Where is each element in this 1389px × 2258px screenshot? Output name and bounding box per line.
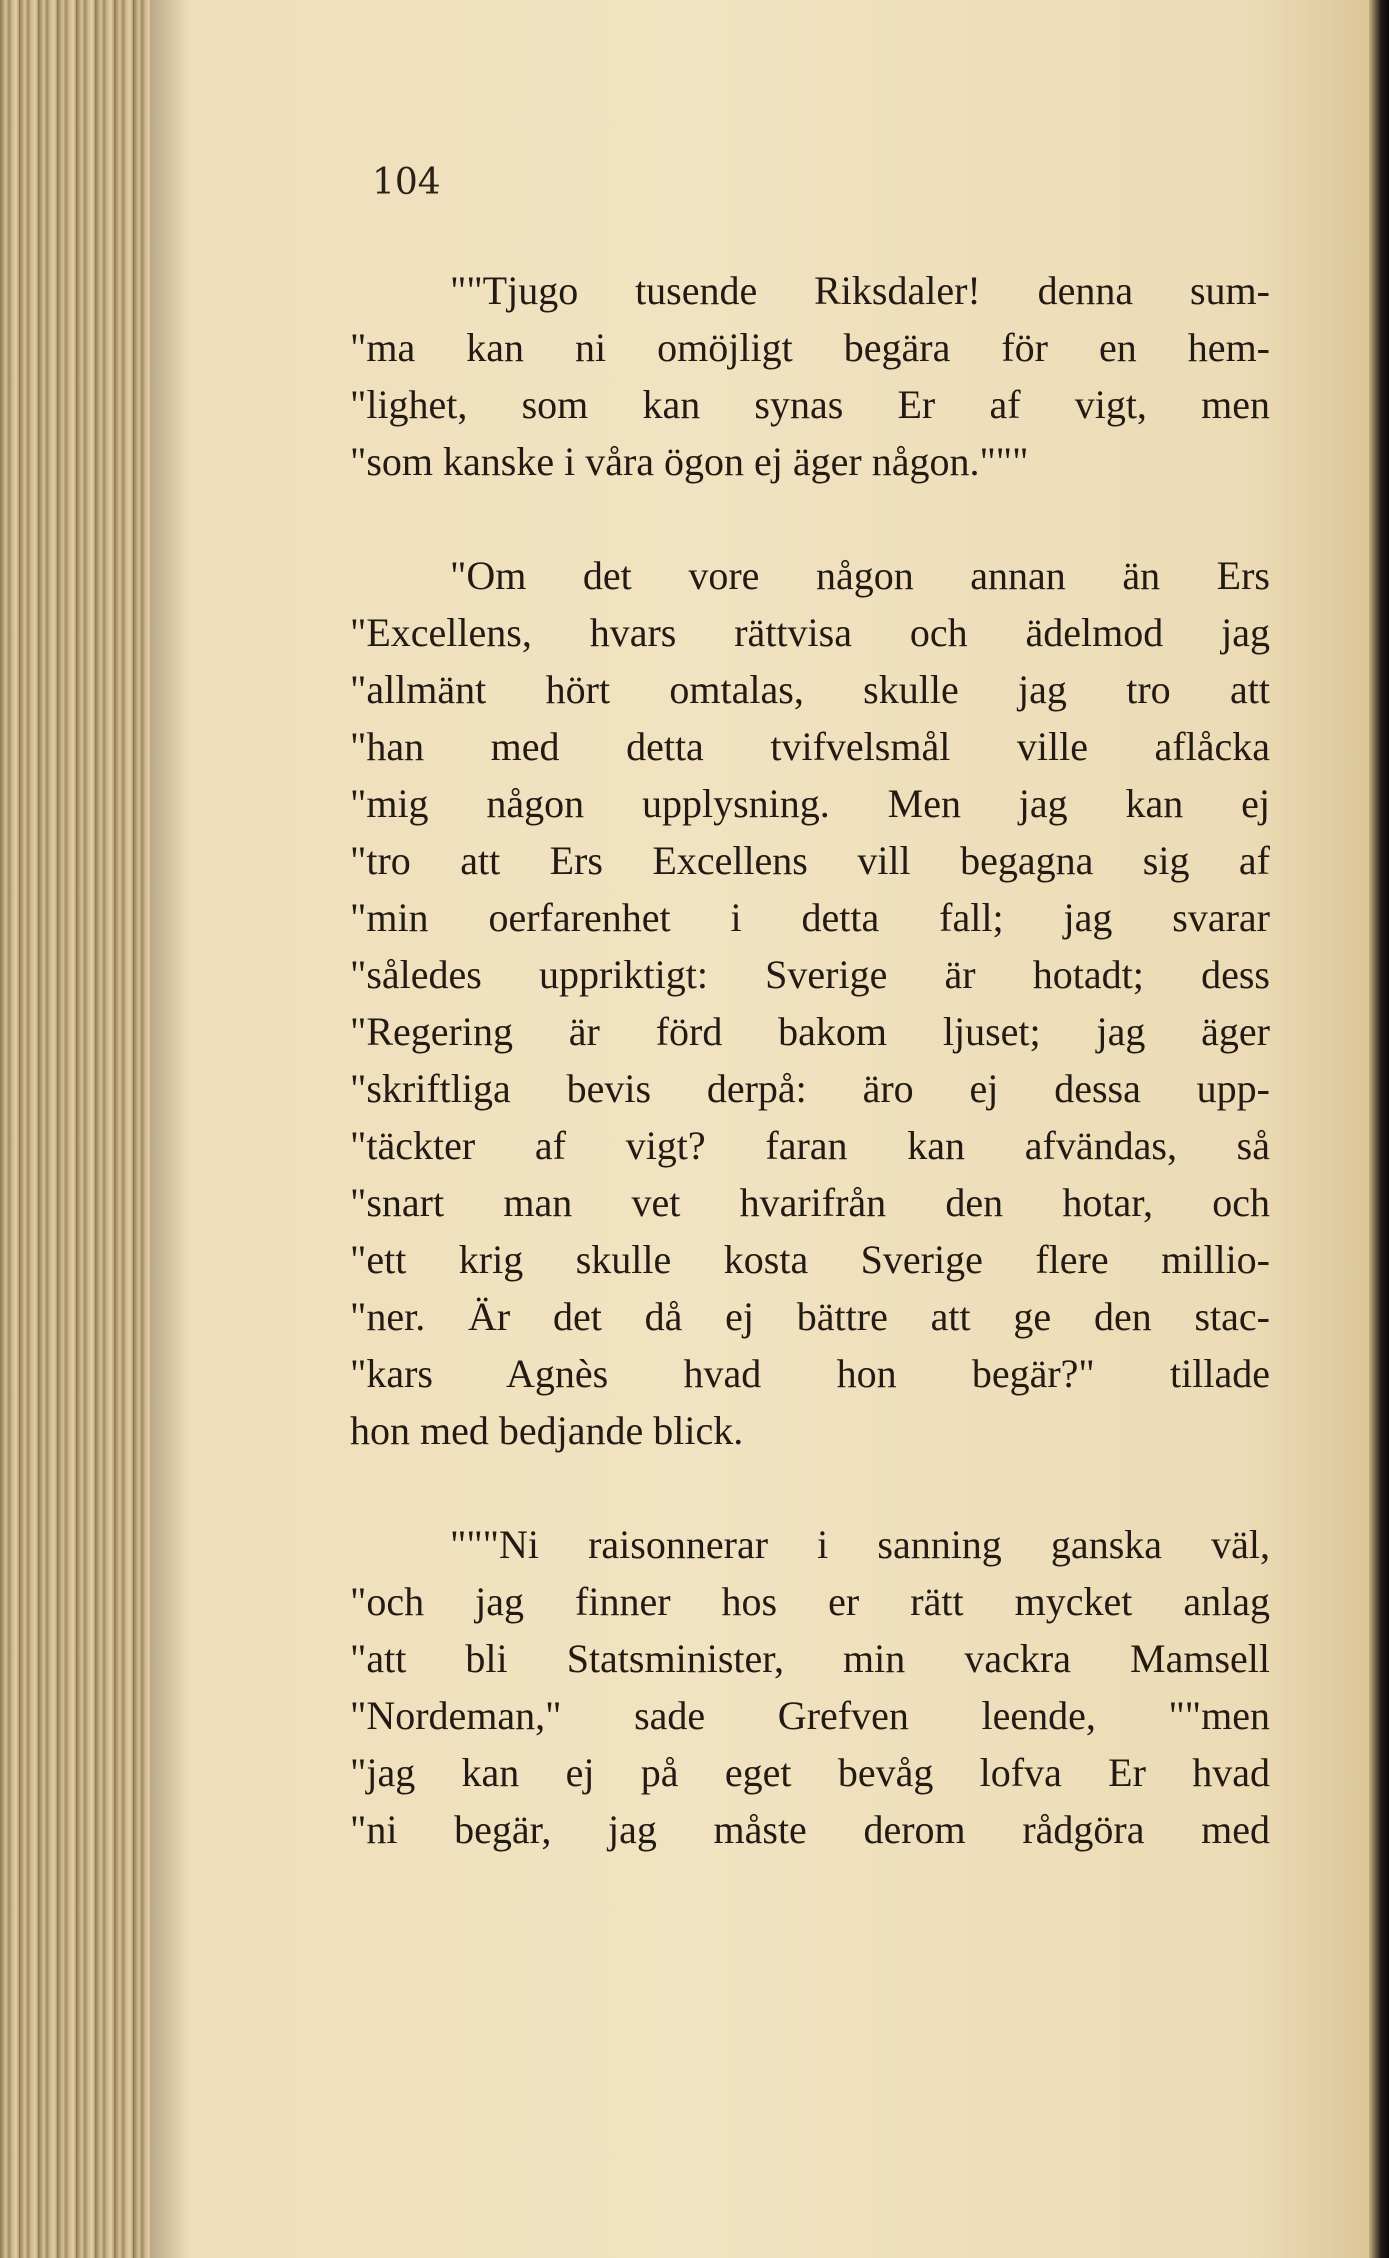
text-line: """Ni raisonnerar i sanning ganska väl, <box>450 1522 1270 1567</box>
text-line: ""Tjugo tusende Riksdaler! denna sum- <box>450 268 1270 313</box>
text-line: "Excellens, hvars rättvisa och ädelmod jag <box>350 610 1270 655</box>
text-line: "han med detta tvifvelsmål ville aflåcka <box>350 724 1270 769</box>
paragraph-gap <box>350 490 1270 547</box>
text-line: "min oerfarenhet i detta fall; jag svarar <box>350 895 1270 940</box>
text-line: "att bli Statsminister, min vackra Mamsell <box>350 1636 1270 1681</box>
text-line: "ner. Är det då ej bättre att ge den stac- <box>350 1294 1270 1339</box>
text-line: "som kanske i våra ögon ej äger någon.""" <box>350 439 1029 484</box>
text-line: "Regering är förd bakom ljuset; jag äger <box>350 1009 1270 1054</box>
text-line: "mig någon upplysning. Men jag kan ej <box>350 781 1270 826</box>
page-number: 104 <box>372 162 441 203</box>
text-line: hon med bedjande blick. <box>350 1408 744 1453</box>
page-right-edge <box>1369 0 1389 2258</box>
text-line: "ma kan ni omöjligt begära för en hem- <box>350 325 1270 370</box>
text-line: "kars Agnès hvad hon begär?" tillade <box>350 1351 1270 1396</box>
text-line: "Nordeman," sade Grefven leende, ""men <box>350 1693 1270 1738</box>
book-binding-edge <box>0 0 150 2258</box>
text-line: "och jag finner hos er rätt mycket anlag <box>350 1579 1270 1624</box>
paragraph-gap <box>350 1459 1270 1516</box>
text-line: "jag kan ej på eget bevåg lofva Er hvad <box>350 1750 1270 1795</box>
text-line: "ett krig skulle kosta Sverige flere millio- <box>350 1237 1270 1282</box>
text-line: "allmänt hört omtalas, skulle jag tro att <box>350 667 1270 712</box>
text-line: "lighet, som kan synas Er af vigt, men <box>350 382 1270 427</box>
text-line: "tro att Ers Excellens vill begagna sig af <box>350 838 1270 883</box>
text-line: "ni begär, jag måste derom rådgöra med <box>350 1807 1270 1852</box>
gutter-shadow <box>150 0 190 2258</box>
text-line: "således uppriktigt: Sverige är hotadt; dess <box>350 952 1270 997</box>
body-text <box>350 262 1270 1858</box>
text-line: "täckter af vigt? faran kan afvändas, så <box>350 1123 1270 1168</box>
text-line: "snart man vet hvarifrån den hotar, och <box>350 1180 1270 1225</box>
text-line: "Om det vore någon annan än Ers <box>450 553 1270 598</box>
text-line: "skriftliga bevis derpå: äro ej dessa upp- <box>350 1066 1270 1111</box>
